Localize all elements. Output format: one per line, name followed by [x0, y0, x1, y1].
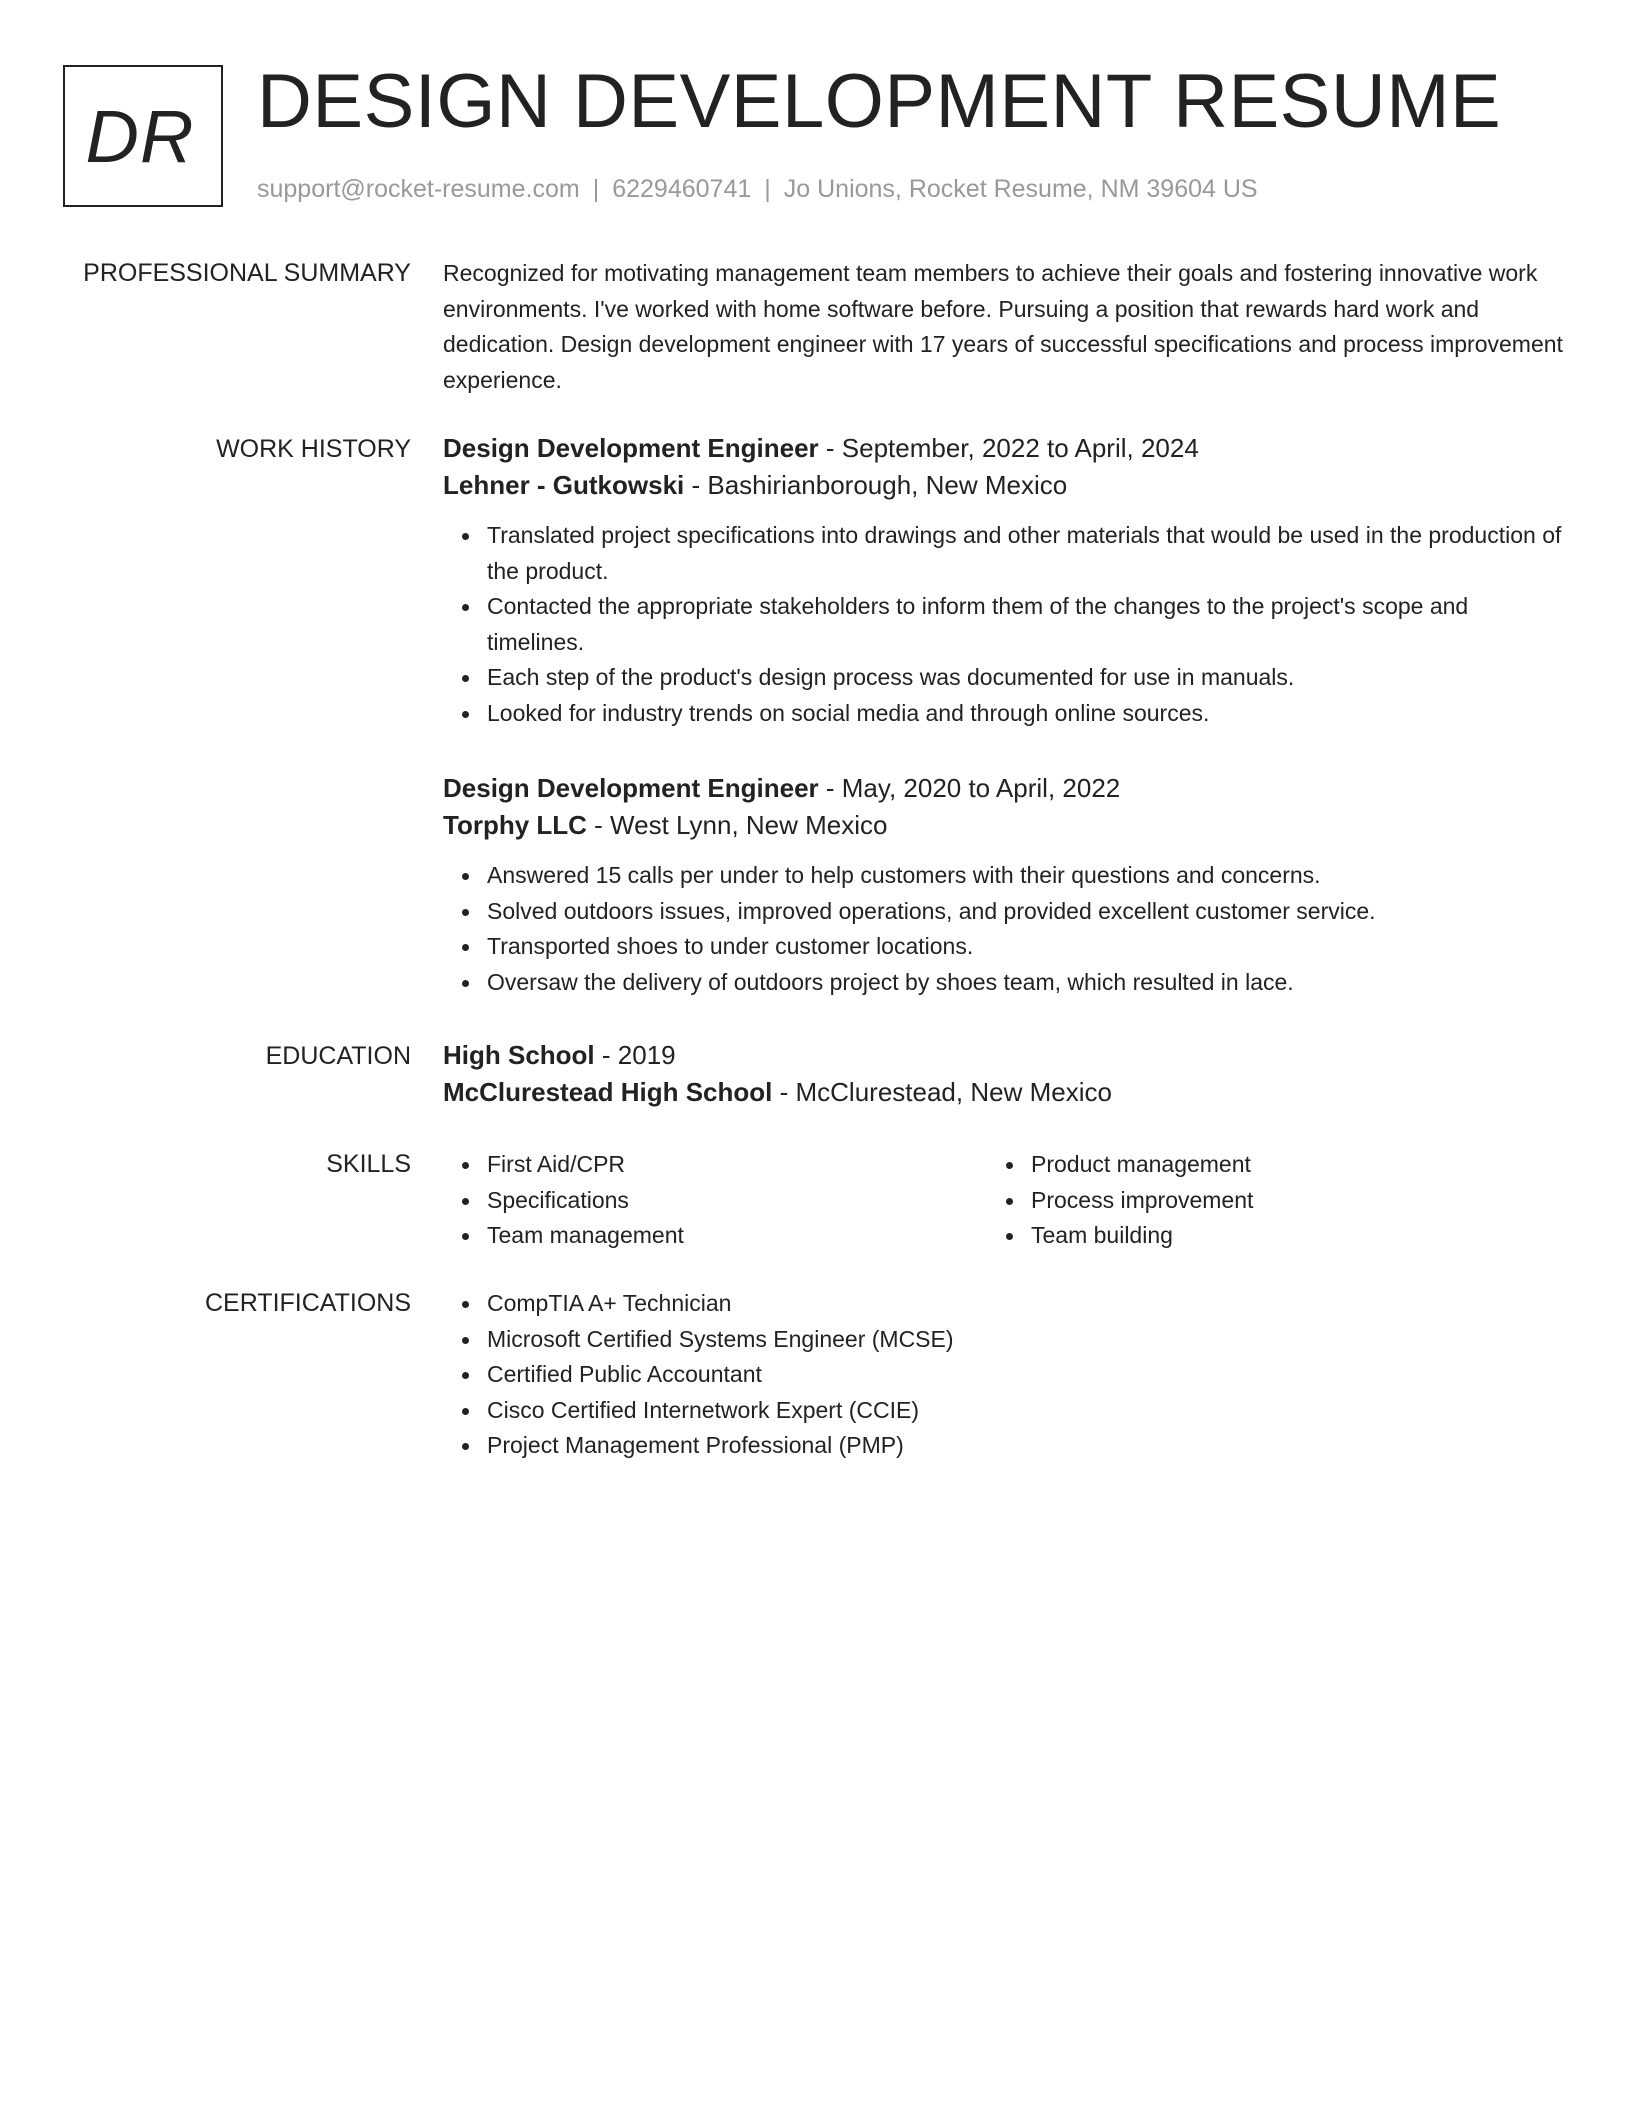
- education-entry: [443, 1037, 1563, 1111]
- education-school: McClurestead High School: [443, 1077, 773, 1107]
- list-item: Cisco Certified Internetwork Expert (CCIE): [487, 1393, 1563, 1429]
- job-location: - Bashirianborough, New Mexico: [684, 470, 1068, 500]
- job-dates: - September, 2022 to April, 2024: [818, 433, 1199, 463]
- job-location: - West Lynn, New Mexico: [586, 810, 888, 840]
- certifications-list: [443, 1286, 1563, 1464]
- education-degree-line: [443, 1037, 1563, 1074]
- job-dates: - May, 2020 to April, 2022: [818, 773, 1121, 803]
- contact-address: Jo Unions, Rocket Resume, NM 39604 US: [783, 175, 1258, 203]
- list-item: CompTIA A+ Technician: [487, 1286, 1563, 1322]
- resume-title: DESIGN DEVELOPMENT RESUME: [257, 59, 1502, 144]
- skills-list-right: [987, 1147, 1531, 1254]
- list-item: Team building: [1031, 1218, 1531, 1254]
- contact-separator: |: [592, 175, 600, 203]
- job-company-line: [443, 807, 1563, 844]
- work-history-heading: WORK HISTORY: [216, 435, 411, 463]
- summary-text: Recognized for motivating management team members to achieve their goals and fostering innovative work environments. I've worked with home software before. Pursuing a position that rewards hard work and dedication. Design development engineer with 17 years of successful specifications and process improvement experience.: [443, 260, 1563, 393]
- list-item: Answered 15 calls per under to help customers with their questions and concerns.: [487, 858, 1563, 894]
- job-company: Lehner - Gutkowski: [443, 470, 685, 500]
- contact-phone: 6229460741: [612, 175, 752, 203]
- certifications-heading: CERTIFICATIONS: [204, 1289, 411, 1317]
- job-entry: [443, 430, 1563, 731]
- summary-body: [443, 256, 1563, 398]
- education-degree: High School: [443, 1040, 595, 1070]
- list-item: Team management: [487, 1218, 987, 1254]
- job-bullets: [443, 858, 1563, 1000]
- job-title: Design Development Engineer: [443, 433, 819, 463]
- education-location: - McClurestead, New Mexico: [772, 1077, 1112, 1107]
- certifications-body: [443, 1286, 1563, 1464]
- list-item: Solved outdoors issues, improved operations, and provided excellent customer service.: [487, 894, 1563, 930]
- skills-column-left: [443, 1147, 987, 1254]
- list-item: First Aid/CPR: [487, 1147, 987, 1183]
- list-item: Specifications: [487, 1183, 987, 1219]
- education-school-line: [443, 1074, 1563, 1111]
- contact-line: [257, 174, 1258, 204]
- job-title-line: [443, 770, 1563, 807]
- skills-grid: [443, 1147, 1563, 1254]
- job-company: Torphy LLC: [443, 810, 587, 840]
- list-item: Product management: [1031, 1147, 1531, 1183]
- summary-heading: PROFESSIONAL SUMMARY: [83, 259, 411, 287]
- skills-list-left: [443, 1147, 987, 1254]
- list-item: Certified Public Accountant: [487, 1357, 1563, 1393]
- job-company-line: [443, 467, 1563, 504]
- skills-heading: SKILLS: [326, 1150, 411, 1178]
- skills-body: [443, 1147, 1563, 1254]
- list-item: Oversaw the delivery of outdoors project by shoes team, which resulted in lace.: [487, 965, 1563, 1001]
- education-year: - 2019: [594, 1040, 676, 1070]
- contact-email: support@rocket-resume.com: [257, 175, 580, 203]
- monogram-initials: DR: [85, 94, 195, 178]
- list-item: Transported shoes to under customer locations.: [487, 929, 1563, 965]
- list-item: Process improvement: [1031, 1183, 1531, 1219]
- skills-column-right: [987, 1147, 1531, 1254]
- job-title-line: [443, 430, 1563, 467]
- list-item: Contacted the appropriate stakeholders to inform them of the changes to the project's scope and timelines.: [487, 589, 1563, 660]
- education-heading: EDUCATION: [265, 1042, 411, 1070]
- job-bullets: [443, 518, 1563, 731]
- job-entry: [443, 770, 1563, 1000]
- list-item: Microsoft Certified Systems Engineer (MCSE): [487, 1322, 1563, 1358]
- job-title: Design Development Engineer: [443, 773, 819, 803]
- contact-separator: |: [764, 175, 771, 203]
- list-item: Looked for industry trends on social media and through online sources.: [487, 696, 1563, 732]
- list-item: Each step of the product's design process was documented for use in manuals.: [487, 660, 1563, 696]
- monogram-box: [63, 65, 223, 207]
- list-item: Translated project specifications into drawings and other materials that would be used in the production of the product.: [487, 518, 1563, 589]
- list-item: Project Management Professional (PMP): [487, 1428, 1563, 1464]
